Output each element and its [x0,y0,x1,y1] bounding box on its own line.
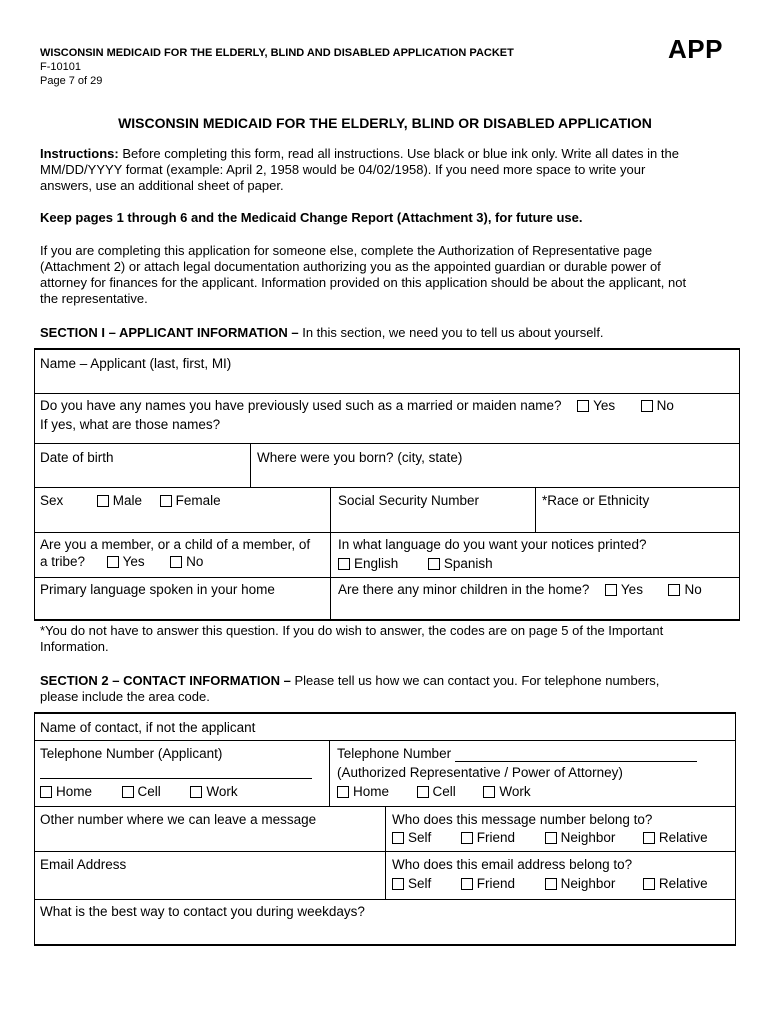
tel-rep-type [337,783,531,800]
tel-rep-input[interactable] [455,747,697,762]
footnote-line-1: *You do not have to answer this question. If you do wish to answer, the codes are on page 5 of the Important [40,623,664,638]
work-label: Work [499,784,531,799]
section1-title: SECTION I – APPLICANT INFORMATION – [40,325,299,340]
self-label: Self [408,830,432,845]
rep-home-checkbox[interactable] [337,786,349,798]
cell-label: Cell [137,784,161,799]
yes-label: Yes [620,582,643,597]
home-label: Home [56,784,93,799]
cell-label: Cell [432,784,456,799]
email-field[interactable] [40,856,126,873]
neighbor-label: Neighbor [560,876,616,891]
tribe-answer [40,553,203,570]
msg-friend-checkbox[interactable] [461,832,473,844]
instructions [40,146,740,194]
s1-col-line [330,487,331,620]
male-label: Male [112,493,143,508]
s1-row-line [34,443,740,444]
minor-children-question [338,581,702,598]
relative-label: Relative [658,830,708,845]
notice-language-question [338,536,646,553]
previous-names-question [40,397,674,414]
tel-applicant-label: Telephone Number (Applicant) [40,746,223,761]
applicant-name-label: Name – Applicant (last, first, MI) [40,356,232,371]
s2-row-line [34,899,736,900]
applicant-home-checkbox[interactable] [40,786,52,798]
prev-names-no-checkbox[interactable] [641,400,653,412]
instructions-line-3: answers, use an additional sheet of paper. [40,178,284,193]
birthplace-field[interactable] [257,449,462,466]
s1-top-border [34,348,740,350]
self-label: Self [408,876,432,891]
tel-applicant-label-wrap [40,745,222,762]
msg-belong-question [392,811,652,828]
dob-field[interactable] [40,449,114,466]
email-belong-options [392,875,708,892]
section2-heading [40,673,740,705]
page-number: Page 7 of 29 [40,75,103,87]
msg-belong-options [392,829,708,846]
race-footnote [40,623,740,655]
yes-label: Yes [593,398,616,413]
tribe-label-2: a tribe? [40,554,86,569]
s2-col-line [385,806,386,899]
rep-line-1: If you are completing this application for someone else, complete the Authorization of Representative page [40,243,653,258]
prev-names-followup: If yes, what are those names? [40,417,221,432]
app-badge: APP [668,34,723,64]
applicant-work-checkbox[interactable] [190,786,202,798]
primary-lang-label: Primary language spoken in your home [40,582,275,597]
tel-rep-label: Telephone Number [337,746,452,761]
race-label: *Race or Ethnicity [542,493,650,508]
male-checkbox[interactable] [97,495,109,507]
tel-applicant-input[interactable] [40,778,312,779]
work-label: Work [206,784,238,799]
best-contact-label: What is the best way to contact you during weekdays? [40,904,365,919]
sex-field [40,492,221,509]
section2-title: SECTION 2 – CONTACT INFORMATION – [40,673,291,688]
ssn-field[interactable] [338,492,479,509]
no-label: No [186,554,204,569]
section1-desc: In this section, we need you to tell us about yourself. [302,325,604,340]
female-label: Female [175,493,221,508]
s2-row-line [34,740,736,741]
tribe-question [40,536,310,553]
s2-right-border [735,712,736,946]
email-relative-checkbox[interactable] [643,878,655,890]
email-belong-label: Who does this email address belong to? [392,857,633,872]
s1-left-border [34,348,35,621]
tribe-no-checkbox[interactable] [170,556,182,568]
s2-left-border [34,712,35,946]
english-label: English [354,556,399,571]
best-contact-field[interactable] [40,903,365,920]
contact-name-field[interactable] [40,719,255,736]
s1-row-line [34,393,740,394]
msg-self-checkbox[interactable] [392,832,404,844]
s1-col-line [535,487,536,532]
no-label: No [656,398,674,413]
representative-paragraph [40,243,740,307]
rep-line-3: attorney for finances for the applicant. Information provided on this application should be about the applicant, not [40,275,687,290]
tel-applicant-type [40,783,238,800]
s2-top-border [34,712,736,714]
email-self-checkbox[interactable] [392,878,404,890]
applicant-cell-checkbox[interactable] [122,786,134,798]
section2-desc-1: Please tell us how we can contact you. For telephone numbers, [294,673,660,688]
s1-col-line [250,443,251,487]
section2-desc-2: please include the area code. [40,689,210,704]
friend-label: Friend [476,876,516,891]
s1-row-line [34,577,740,578]
footnote-line-2: Information. [40,639,109,654]
other-number-field[interactable] [40,811,316,828]
rep-line-2: (Attachment 2) or attach legal documentation authorizing you as the appointed guardian or durable power of [40,259,661,274]
tel-rep-sub [337,764,623,781]
english-checkbox[interactable] [338,558,350,570]
msg-neighbor-checkbox[interactable] [545,832,557,844]
instructions-line-2: MM/DD/YYYY format (example: April 2, 1958 would be 04/02/1958). If you need more space to write your [40,162,646,177]
notice-language-options [338,555,493,572]
relative-label: Relative [658,876,708,891]
msg-relative-checkbox[interactable] [643,832,655,844]
notice-lang-label: In what language do you want your notices printed? [338,537,647,552]
female-checkbox[interactable] [160,495,172,507]
form-number: F-10101 [40,61,81,73]
applicant-name-field[interactable] [40,355,231,372]
minor-children-yes-checkbox[interactable] [605,584,617,596]
home-label: Home [353,784,390,799]
spanish-label: Spanish [443,556,493,571]
msg-belong-label: Who does this message number belong to? [392,812,653,827]
s1-bottom-border [34,619,740,621]
contact-name-label: Name of contact, if not the applicant [40,720,256,735]
birthplace-label: Where were you born? (city, state) [257,450,463,465]
s2-col-line [329,740,330,806]
no-label: No [684,582,702,597]
tribe-label-1: Are you a member, or a child of a member, of [40,537,311,552]
rep-cell-checkbox[interactable] [417,786,429,798]
tribe-yes-checkbox[interactable] [107,556,119,568]
tel-rep-sub-label: (Authorized Representative / Power of Attorney) [337,765,623,780]
email-label: Email Address [40,857,127,872]
yes-label: Yes [122,554,145,569]
previous-names-field[interactable] [40,416,220,433]
instructions-label: Instructions: [40,146,119,161]
dob-label: Date of birth [40,450,114,465]
s1-right-border [739,348,740,621]
other-number-label: Other number where we can leave a message [40,812,317,827]
document-title: WISCONSIN MEDICAID FOR THE ELDERLY, BLIND OR DISABLED APPLICATION [118,115,652,131]
race-field[interactable] [542,492,649,509]
s1-row-line [34,532,740,533]
rep-work-checkbox[interactable] [483,786,495,798]
friend-label: Friend [476,830,516,845]
s1-row-line [34,487,740,488]
packet-title: WISCONSIN MEDICAID FOR THE ELDERLY, BLIND AND DISABLED APPLICATION PACKET [40,47,514,59]
primary-language-field[interactable] [40,581,275,598]
minor-children-label: Are there any minor children in the home? [338,582,590,597]
sex-label: Sex [40,493,64,508]
keep-pages-note: Keep pages 1 through 6 and the Medicaid Change Report (Attachment 3), for future use. [40,210,583,225]
rep-line-4: the representative. [40,291,148,306]
ssn-label: Social Security Number [338,493,480,508]
email-neighbor-checkbox[interactable] [545,878,557,890]
spanish-checkbox[interactable] [428,558,440,570]
section1-heading [40,325,604,341]
prev-names-label: Do you have any names you have previously used such as a married or maiden name? [40,398,562,413]
instructions-line-1: Before completing this form, read all instructions. Use black or blue ink only. Write all dates in the [122,146,679,161]
minor-children-no-checkbox[interactable] [668,584,680,596]
s2-bottom-border [34,944,736,946]
tel-rep-label-wrap [337,745,697,762]
email-friend-checkbox[interactable] [461,878,473,890]
email-belong-question [392,856,632,873]
prev-names-yes-checkbox[interactable] [577,400,589,412]
neighbor-label: Neighbor [560,830,616,845]
